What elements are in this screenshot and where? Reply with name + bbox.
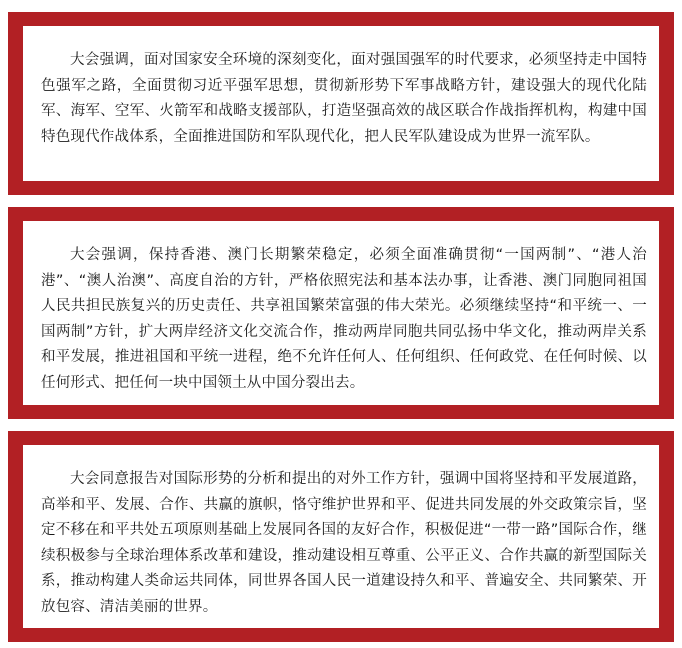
section-paragraph: 大会强调，面对国家安全环境的深刻变化，面对强国强军的时代要求，必须坚持走中国特色强军之路，全面贯彻习近平强军思想，贯彻新形势下军事战略方针，建设强大的现代化陆军、海军、空军、火箭军和战略支援部队，打造坚强高效的战区联合作战指挥机构，构建中国特色现代作战体系，全面推进国防和军队现代化，把人民军队建设成为世界一流军队。 bbox=[41, 52, 647, 145]
section-content bbox=[23, 221, 659, 405]
section-paragraph: 大会强调，保持香港、澳门长期繁荣稳定，必须全面准确贯彻“一国两制”、“港人治港”、“澳人治澳”、高度自治的方针，严格依照宪法和基本法办事，让香港、澳门同胞同祖国人民共担民族复兴的历史责任、共享祖国繁荣富强的伟大荣光。必须继续坚持“和平统一、一国两制”方针，扩大两岸经济文化交流合作，推动两岸同胞共同弘扬中华文化，推动两岸关系和平发展，推进祖国和平统一进程，绝不允许任何人、任何组织、任何政党、在任何时候、以任何形式、把任何一块中国领土从中国分裂出去。 bbox=[41, 247, 647, 391]
section-panel-foreign-affairs bbox=[8, 431, 674, 642]
section-content bbox=[23, 26, 659, 181]
section-content bbox=[23, 445, 659, 628]
section-panel-military bbox=[8, 12, 674, 195]
section-paragraph: 大会同意报告对国际形势的分析和提出的对外工作方针，强调中国将坚持和平发展道路，高举和平、发展、合作、共赢的旗帜，恪守维护世界和平、促进共同发展的外交政策宗旨，坚定不移在和平共处五项原则基础上发展同各国的友好合作，积极促进“一带一路”国际合作，继续积极参与全球治理体系改革和建设，推动建设相互尊重、公平正义、合作共赢的新型国际关系，推动构建人类命运共同体，同世界各国人民一道建设持久和平、普遍安全、共同繁荣、开放包容、清洁美丽的世界。 bbox=[41, 471, 647, 615]
section-panel-hk-macau-taiwan bbox=[8, 207, 674, 419]
